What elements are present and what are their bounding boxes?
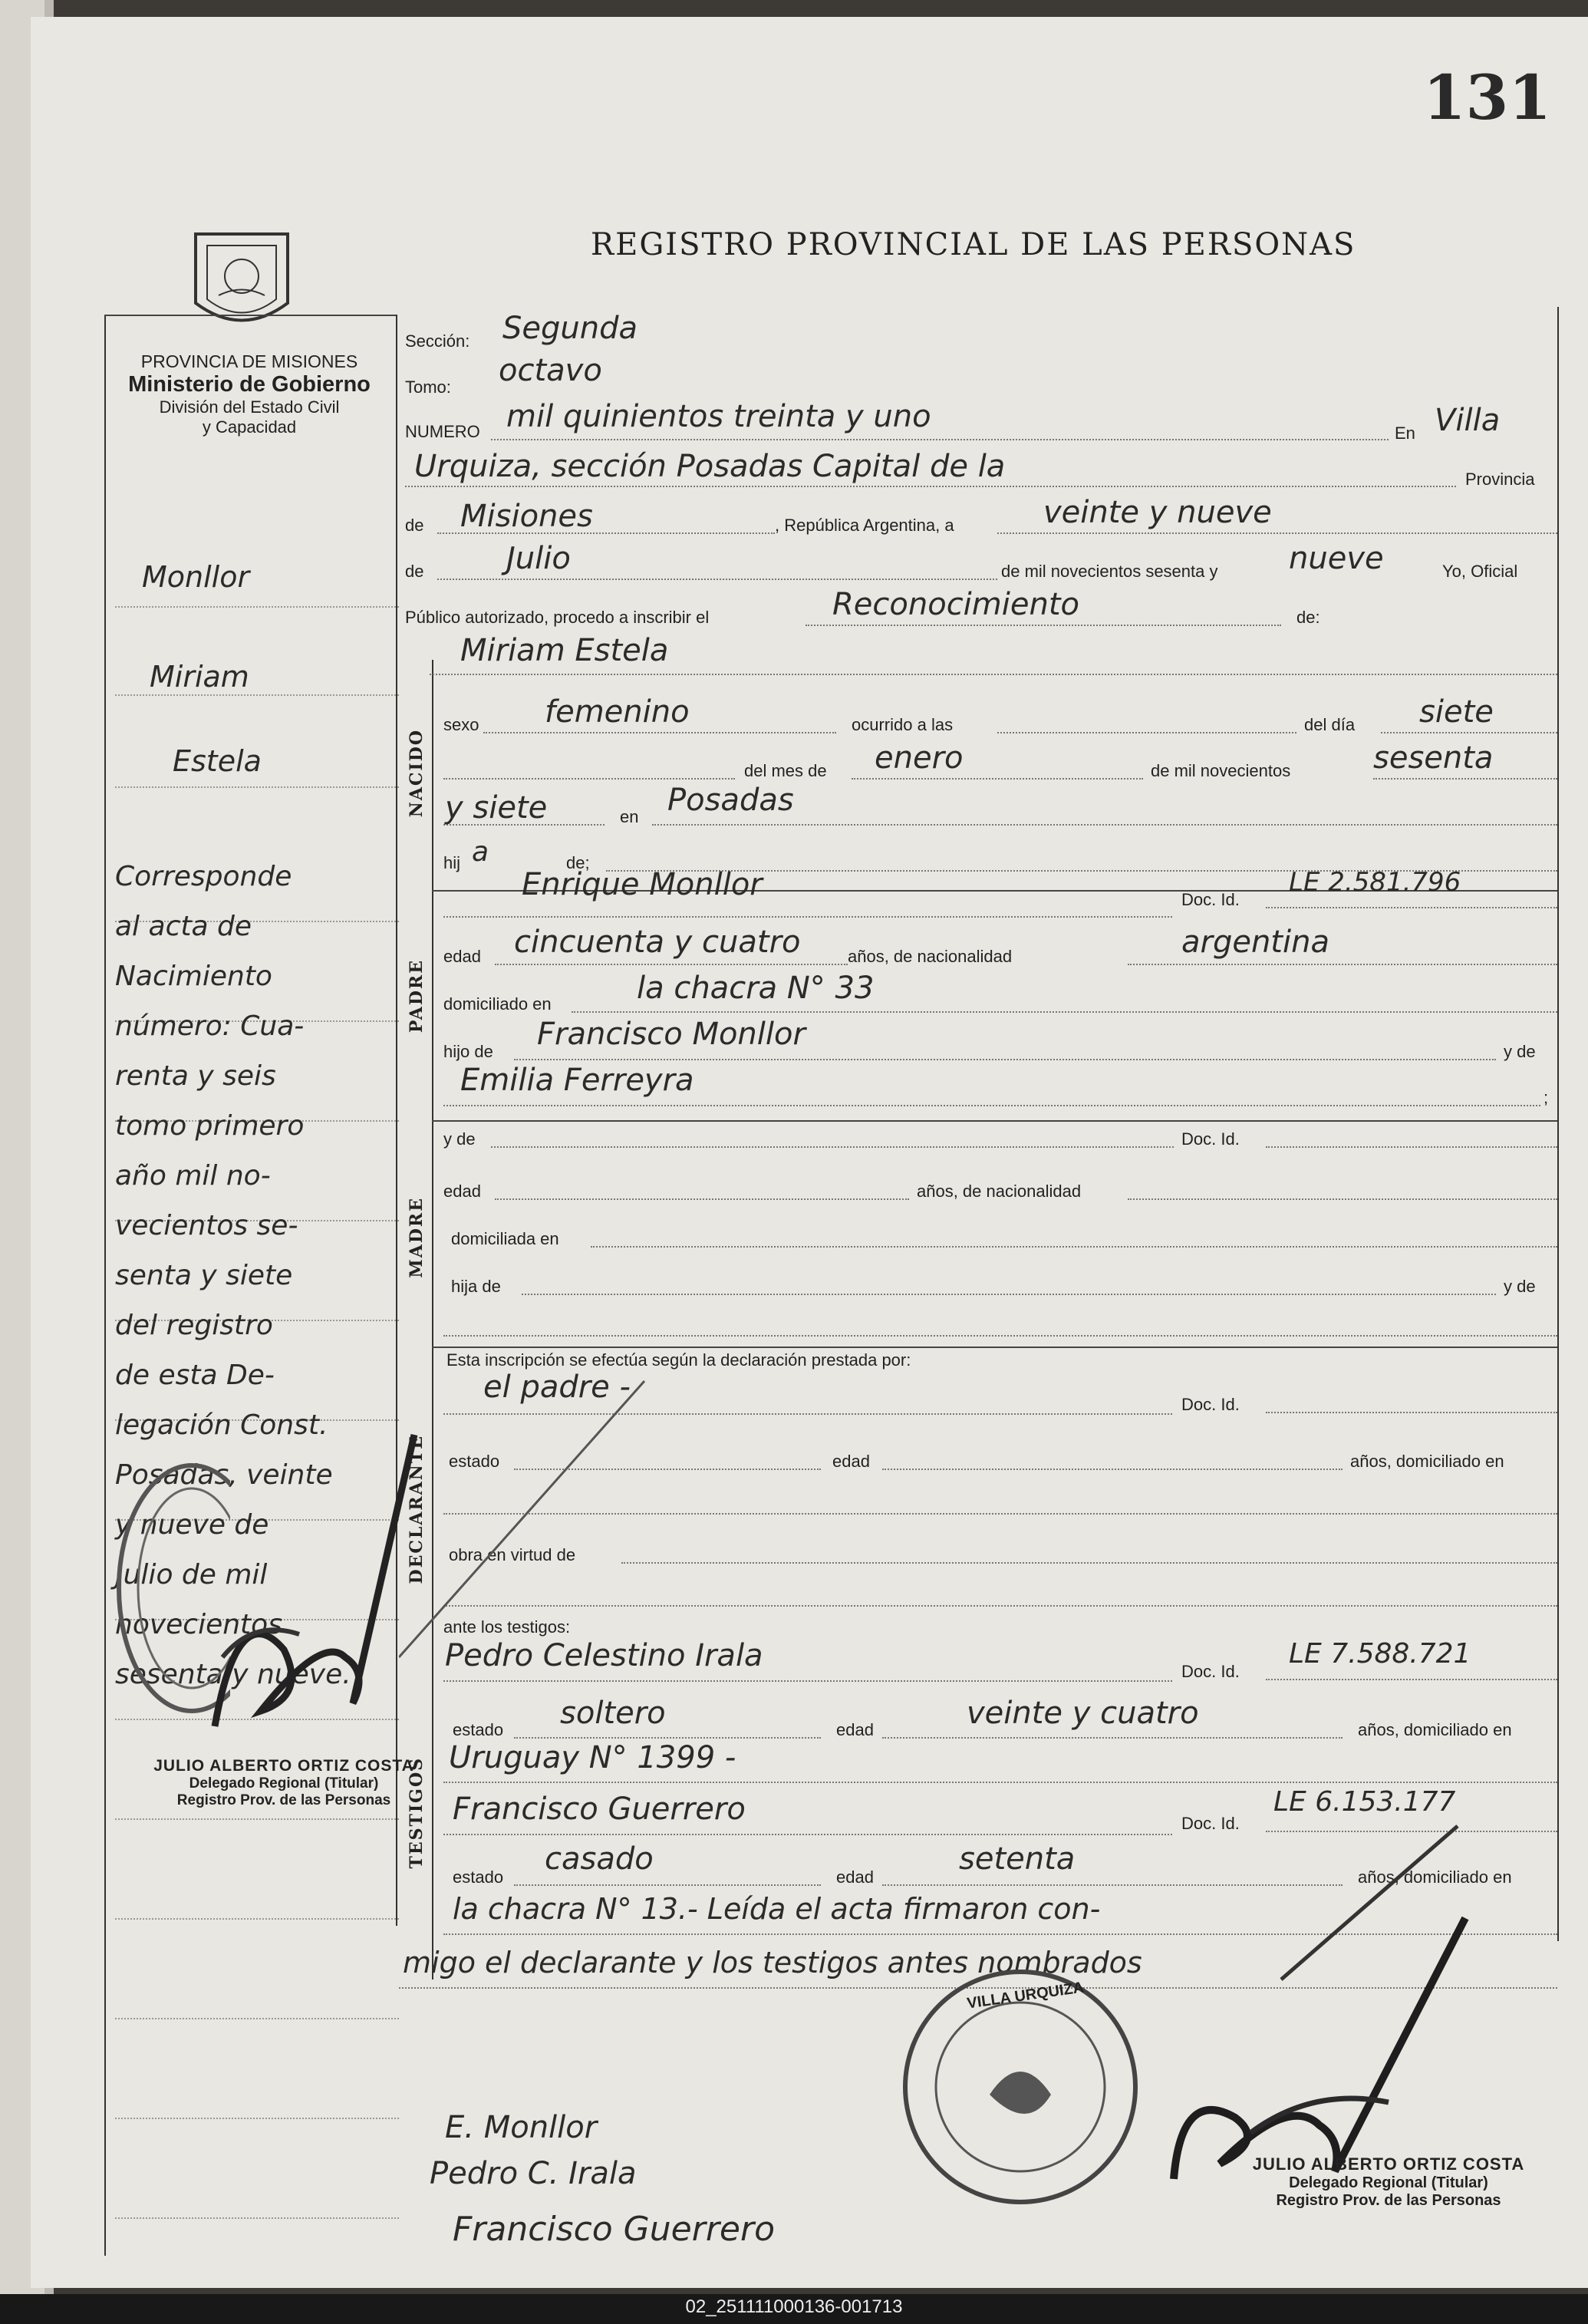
- document-title: REGISTRO PROVINCIAL DE LAS PERSONAS: [591, 227, 1356, 262]
- value-numero: mil quinientos treinta y uno: [506, 399, 931, 434]
- label-anos-dom-testigo2: años, domiciliado en: [1358, 1867, 1512, 1887]
- label-tomo: Tomo:: [405, 377, 451, 397]
- value-sexo: femenino: [545, 694, 690, 730]
- abuelo-madre-line: [522, 1294, 1496, 1295]
- label-yo-oficial: Yo, Oficial: [1442, 562, 1518, 581]
- value-cierre-2: migo el declarante y los testigos antes nombrados: [403, 1946, 1142, 1980]
- margin-note-line: sesenta y nueve.: [115, 1659, 351, 1690]
- value-cierre-1: la chacra N° 13.- Leída el acta firmaron con-: [453, 1892, 1101, 1926]
- org-division-2: y Capacidad: [202, 417, 297, 437]
- label-obra: obra en virtud de: [449, 1545, 576, 1564]
- value-dia-nac: siete: [1419, 694, 1494, 730]
- value-testigo1-domicilio: Uruguay N° 1399 -: [449, 1740, 736, 1775]
- value-testigo1-doc: LE 7.588.721: [1289, 1638, 1471, 1670]
- label-doc-madre: Doc. Id.: [1181, 1129, 1240, 1149]
- label-numero: NUMERO: [405, 422, 480, 441]
- value-testigo2-estado: casado: [545, 1841, 654, 1877]
- section-testigos: TESTIGOS: [407, 1757, 427, 1869]
- value-hija-a: a: [472, 836, 489, 868]
- right-border: [1557, 307, 1559, 1941]
- margin-stamp-name: JULIO ALBERTO ORTIZ COSTA: [153, 1757, 414, 1775]
- label-edad-madre: edad: [443, 1182, 481, 1201]
- doc-padre-line: [1266, 907, 1557, 908]
- label-esta-inscripcion: Esta inscripción se efectúa según la declaración prestada por:: [446, 1350, 911, 1370]
- left-margin-rule: [104, 315, 106, 2256]
- label-de-provincia: de: [405, 516, 424, 535]
- madre-line: [491, 1146, 1174, 1148]
- edad-padre-line: [495, 964, 848, 965]
- label-estado-testigo1: estado: [453, 1720, 504, 1739]
- label-semicolon: ;: [1544, 1088, 1549, 1107]
- official-stamp: [1220, 2154, 1557, 2210]
- margin-note-line: año mil no-: [115, 1160, 271, 1192]
- label-doc-padre: Doc. Id.: [1181, 890, 1240, 909]
- stamp-name: JULIO ALBERTO ORTIZ COSTA: [1252, 2154, 1525, 2174]
- org-division: División del Estado Civil: [159, 397, 340, 417]
- inscripto-line: [430, 674, 1557, 675]
- label-de-mil-nov: de mil novecientos: [1151, 761, 1291, 780]
- label-provincia: Provincia: [1465, 470, 1535, 489]
- signature-declarante: E. Monllor: [445, 2110, 598, 2145]
- doc-madre-line: [1266, 1146, 1557, 1148]
- margin-note-line: renta y seis: [115, 1060, 276, 1092]
- label-edad-testigo1: edad: [836, 1720, 874, 1739]
- value-padre-doc: LE 2.581.796: [1289, 867, 1461, 898]
- value-anio-nac2: y siete: [445, 790, 548, 826]
- label-en-nac: en: [620, 807, 639, 826]
- label-ocurrido: ocurrido a las: [852, 715, 954, 734]
- numero-line: [491, 439, 1389, 440]
- value-padre-nacionalidad: argentina: [1181, 925, 1329, 960]
- label-hija-de: hija de: [451, 1277, 501, 1296]
- label-republica: , República Argentina, a: [775, 516, 954, 535]
- label-publico: Público autorizado, procedo a inscribir el: [405, 608, 710, 627]
- margin-name-1: Miriam: [150, 660, 249, 694]
- label-estado-declarante: estado: [449, 1452, 500, 1471]
- value-mes-nac: enero: [875, 740, 964, 776]
- sexo-line: [483, 732, 836, 733]
- value-testigo2-doc: LE 6.153.177: [1273, 1786, 1456, 1818]
- margin-signature-icon: [192, 1404, 422, 1765]
- label-del-mes: del mes de: [744, 761, 827, 780]
- value-lugar1: Villa: [1435, 403, 1501, 438]
- value-acto: Reconocimiento: [832, 587, 1079, 622]
- value-anio-nac: sesenta: [1373, 740, 1494, 776]
- edad-madre-line: [495, 1198, 909, 1200]
- margin-stamp-office: Registro Prov. de las Personas: [176, 1792, 391, 1808]
- value-testigo1-estado: soltero: [560, 1696, 666, 1731]
- nac-padre-line: [1128, 964, 1557, 965]
- mes-nac-line: [852, 778, 1143, 780]
- label-doc-testigo1: Doc. Id.: [1181, 1662, 1240, 1681]
- value-abuela: Emilia Ferreyra: [460, 1063, 694, 1098]
- label-y-de-madre: y de: [443, 1129, 476, 1149]
- margin-rule: [115, 786, 399, 788]
- value-lugar-nac: Posadas: [667, 783, 794, 818]
- label-ante: ante los testigos:: [443, 1617, 571, 1637]
- label-de-semi: de;: [566, 853, 590, 872]
- padre-line: [443, 916, 1172, 918]
- margin-note-line: Corresponde: [115, 861, 292, 892]
- issuing-office: [107, 351, 391, 437]
- margin-note-line: de esta De-: [115, 1360, 275, 1391]
- margin-note-line: del registro: [115, 1310, 273, 1341]
- nac-madre-line: [1128, 1198, 1557, 1200]
- margin-rule: [115, 1918, 399, 1920]
- margin-note-line: vecientos se-: [115, 1210, 298, 1241]
- label-hij: hij: [443, 853, 461, 872]
- label-domiciliada-madre: domiciliada en: [451, 1229, 559, 1248]
- value-testigo1: Pedro Celestino Irala: [445, 1638, 763, 1673]
- label-edad-padre: edad: [443, 947, 481, 966]
- label-y-de-madre-2: y de: [1504, 1277, 1536, 1296]
- org-ministry: Ministerio de Gobierno: [128, 372, 371, 397]
- acto-line: [806, 625, 1281, 626]
- value-padre-edad: cincuenta y cuatro: [514, 925, 801, 960]
- label-y-de-padre: y de: [1504, 1042, 1536, 1061]
- value-inscripto: Miriam Estela: [460, 633, 669, 668]
- value-anio: nueve: [1289, 541, 1384, 576]
- value-testigo2-edad: setenta: [959, 1841, 1076, 1877]
- margin-rule: [115, 694, 399, 696]
- margin-note-line: y nueve de: [115, 1509, 269, 1541]
- top-rule: [104, 315, 396, 316]
- margin-note-line: Posadas, veinte: [115, 1459, 333, 1491]
- lugar-nac-line: [652, 824, 1557, 826]
- margin-official-stamp: [123, 1757, 445, 1809]
- section-madre: MADRE: [407, 1197, 427, 1278]
- margin-note-line: número: Cua-: [115, 1010, 305, 1042]
- label-anos-dom-declarante: años, domiciliado en: [1350, 1452, 1504, 1471]
- stamp-office: Registro Prov. de las Personas: [1276, 2192, 1501, 2209]
- label-doc-testigo2: Doc. Id.: [1181, 1814, 1240, 1833]
- margin-rule: [115, 2018, 399, 2019]
- margin-note-line: Nacimiento: [115, 961, 272, 992]
- dia-nac-line: [1381, 732, 1557, 733]
- margin-stamp-role: Delegado Regional (Titular): [189, 1775, 379, 1792]
- value-testigo1-edad: veinte y cuatro: [967, 1696, 1199, 1731]
- label-sexo: sexo: [443, 715, 479, 734]
- margin-rule: [115, 2217, 399, 2219]
- rule-madre: [432, 1120, 1557, 1122]
- value-tomo: octavo: [499, 353, 602, 388]
- label-doc-declarante: Doc. Id.: [1181, 1395, 1240, 1414]
- label-domiciliado-padre: domiciliado en: [443, 994, 552, 1014]
- dia-line: [997, 532, 1557, 534]
- label-edad-testigo2: edad: [836, 1867, 874, 1887]
- section-padre: PADRE: [407, 959, 427, 1033]
- mes-nac-pre-line: [443, 778, 735, 780]
- margin-note-line: Julio de mil: [115, 1559, 268, 1591]
- value-padre: Enrique Monllor: [522, 867, 763, 902]
- label-hijo-de: hijo de: [443, 1042, 493, 1061]
- label-anos-nac-madre: años, de nacionalidad: [917, 1182, 1082, 1201]
- anio-nac-line: [1373, 778, 1557, 780]
- margin-note-line: legación Const.: [115, 1409, 328, 1441]
- value-dia: veinte y nueve: [1043, 495, 1272, 530]
- margin-rule: [115, 2118, 399, 2119]
- abuela-line: [443, 1105, 1540, 1106]
- label-seccion: Sección:: [405, 331, 470, 351]
- value-lugar2: Urquiza, sección Posadas Capital de la: [414, 449, 1006, 484]
- margin-rule: [115, 1818, 399, 1820]
- margin-note-line: al acta de: [115, 911, 252, 942]
- dom-padre-line: [572, 1011, 1557, 1013]
- margin-note-line: senta y siete: [115, 1260, 293, 1291]
- label-de-mil: de mil novecientos sesenta y: [1001, 562, 1218, 581]
- page-number: 131: [1423, 61, 1551, 134]
- signature-testigo-2: Francisco Guerrero: [453, 2210, 775, 2249]
- margin-note-line: novecientos: [115, 1609, 282, 1640]
- value-declarante: el padre -: [483, 1370, 631, 1405]
- hora-line: [997, 732, 1296, 733]
- label-del-dia: del día: [1304, 715, 1356, 734]
- abuelo-line: [514, 1059, 1496, 1060]
- label-estado-testigo2: estado: [453, 1867, 504, 1887]
- margin-name-2: Estela: [173, 744, 262, 778]
- margin-rule: [115, 606, 399, 608]
- org-province: PROVINCIA DE MISIONES: [140, 351, 358, 371]
- stamp-role: Delegado Regional (Titular): [1289, 2174, 1488, 2191]
- value-abuelo: Francisco Monllor: [537, 1017, 806, 1052]
- mes-line: [437, 579, 997, 580]
- margin-surname: Monllor: [142, 560, 250, 594]
- section-nacido: NACIDO: [407, 729, 427, 818]
- label-en: En: [1395, 424, 1415, 443]
- label-anos-nac-padre: años, de nacionalidad: [848, 947, 1013, 966]
- signature-testigo-1: Pedro C. Irala: [430, 2156, 637, 2191]
- image-identifier: 02_251111000136-001713: [685, 2296, 903, 2317]
- round-stamp-text: VILLA URQUIZA: [966, 1979, 1086, 2012]
- label-edad-declarante: edad: [832, 1452, 870, 1471]
- margin-note-line: tomo primero: [115, 1110, 305, 1142]
- provincial-seal-icon: [184, 219, 299, 341]
- value-provincia: Misiones: [460, 499, 593, 534]
- value-mes: Julio: [506, 541, 571, 576]
- value-testigo2: Francisco Guerrero: [453, 1792, 746, 1827]
- label-anos-dom-testigo1: años, domiciliado en: [1358, 1720, 1512, 1739]
- label-de-colon: de:: [1296, 608, 1320, 627]
- label-de-mes: de: [405, 562, 424, 581]
- value-seccion: Segunda: [502, 311, 638, 346]
- lugar-line: [405, 486, 1456, 487]
- value-padre-domicilio: la chacra N° 33: [637, 971, 875, 1006]
- dom-madre-line: [591, 1246, 1557, 1248]
- section-declarante: DECLARANTE: [407, 1435, 427, 1584]
